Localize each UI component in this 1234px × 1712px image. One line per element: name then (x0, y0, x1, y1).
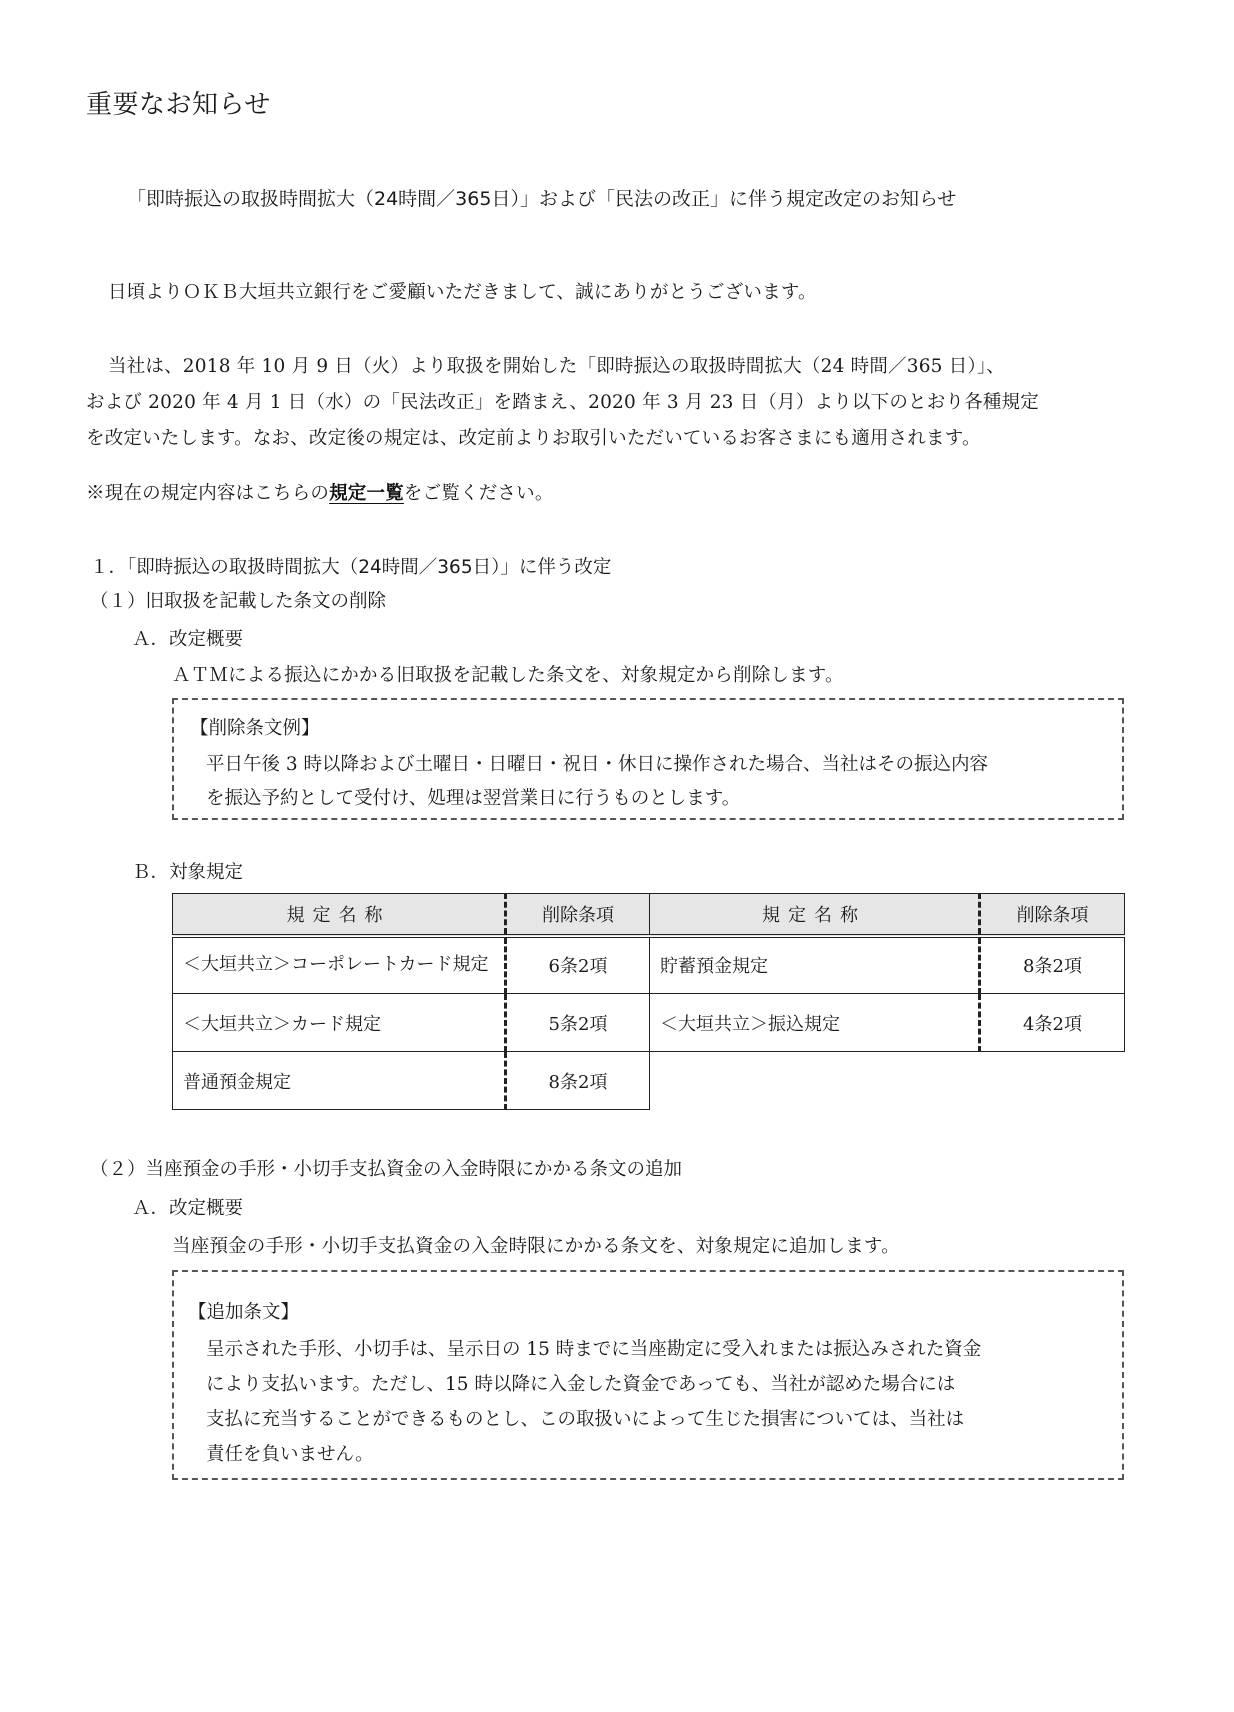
notice-subtitle: 「即時振込の取扱時間拡大（24時間／365日）」および「民法の改正」に伴う規定改定のお知らせ (127, 188, 957, 210)
subsection-2-a-text: 当座預金の手形・小切手支払資金の入金時限にかかる条文を、対象規定に追加します。 (172, 1236, 900, 1257)
clause-cell: 5条2項 (506, 994, 650, 1052)
header-rule-name-1: 規定名称 (173, 894, 506, 936)
clause-cell: 8条2項 (980, 936, 1125, 994)
page-title: 重要なお知らせ (86, 90, 271, 120)
rule-name-cell: 貯蓄預金規定 (650, 936, 980, 994)
table-header-row (173, 894, 1125, 936)
subsection-1-b-heading: Ｂ．対象規定 (132, 862, 244, 883)
added-clause-line-4: 責任を負いません。 (206, 1444, 374, 1465)
intro-line-3: を改定いたします。なお、改定後の規定は、改定前よりお取引いただいているお客さまにも適用されます。 (86, 428, 981, 449)
rule-name-cell: ＜大垣共立＞カード規定 (173, 994, 506, 1052)
section-1-heading: １．「即時振込の取扱時間拡大（24時間／365日）」に伴う改定 (90, 557, 612, 578)
added-clause-line-1: 呈示された手形、小切手は、呈示日の 15 時までに当座勘定に受入れまたは振込みされた資金 (206, 1339, 982, 1360)
rules-list-link[interactable]: 規定一覧 (329, 483, 404, 504)
rule-name-cell: 普通預金規定 (173, 1052, 506, 1110)
added-clause-label: 【追加条文】 (188, 1302, 300, 1323)
intro-line-2: および 2020 年 4 月 1 日（水）の「民法改正」を踏まえ、2020 年 3 月 23 日（月）より以下のとおり各種規定 (86, 392, 1039, 413)
subsection-1-heading: （１）旧取扱を記載した条文の削除 (90, 591, 387, 612)
note-suffix: をご覧ください。 (403, 483, 554, 504)
deleted-clause-label: 【削除条文例】 (190, 718, 320, 739)
table-row (173, 994, 1125, 1052)
greeting-text: 日頃よりＯＫＢ大垣共立銀行をご愛顧いただきまして、誠にありがとうございます。 (108, 282, 817, 303)
subsection-2-a-heading: Ａ．改定概要 (132, 1198, 244, 1219)
table-row (173, 1052, 1125, 1110)
table-row (173, 936, 1125, 994)
added-clause-line-2: により支払います。ただし、15 時以降に入金した資金であっても、当社が認めた場合には (206, 1374, 956, 1395)
added-clause-line-3: 支払に充当することができるものとし、この取扱いによって生じた損害については、当社は (206, 1409, 965, 1430)
subsection-1-a-heading: Ａ．改定概要 (132, 629, 244, 650)
deleted-clause-line-2: を振込予約として受付け、処理は翌営業日に行うものとします。 (206, 788, 741, 809)
rule-name-cell: ＜大垣共立＞振込規定 (650, 994, 980, 1052)
deleted-clause-line-1: 平日午後 3 時以降および土曜日・日曜日・祝日・休日に操作された場合、当社はその振込内容 (206, 754, 989, 775)
subsection-1-a-text: ＡＴＭによる振込にかかる旧取扱を記載した条文を、対象規定から削除します。 (172, 665, 844, 686)
target-rules-table (172, 893, 1125, 1110)
clause-cell: 8条2項 (506, 1052, 650, 1110)
intro-line-1: 当社は、2018 年 10 月 9 日（火）より取扱を開始した「即時振込の取扱時間拡大（24 時間／365 日）」、 (108, 356, 1006, 377)
empty-cell (650, 1052, 1125, 1110)
header-rule-name-2: 規定名称 (650, 894, 980, 936)
deleted-clause-example-box (172, 698, 1124, 820)
subsection-2-heading: （２）当座預金の手形・小切手支払資金の入金時限にかかる条文の追加 (90, 1159, 683, 1180)
rule-name-cell: ＜大垣共立＞コーポレートカード規定 (173, 936, 506, 994)
note-text (86, 479, 554, 505)
header-deleted-clause-1: 削除条項 (506, 894, 650, 936)
clause-cell: 6条2項 (506, 936, 650, 994)
clause-cell: 4条2項 (980, 994, 1125, 1052)
header-deleted-clause-2: 削除条項 (980, 894, 1125, 936)
note-prefix: ※現在の規定内容はこちらの (86, 483, 330, 504)
added-clause-box (172, 1270, 1124, 1480)
